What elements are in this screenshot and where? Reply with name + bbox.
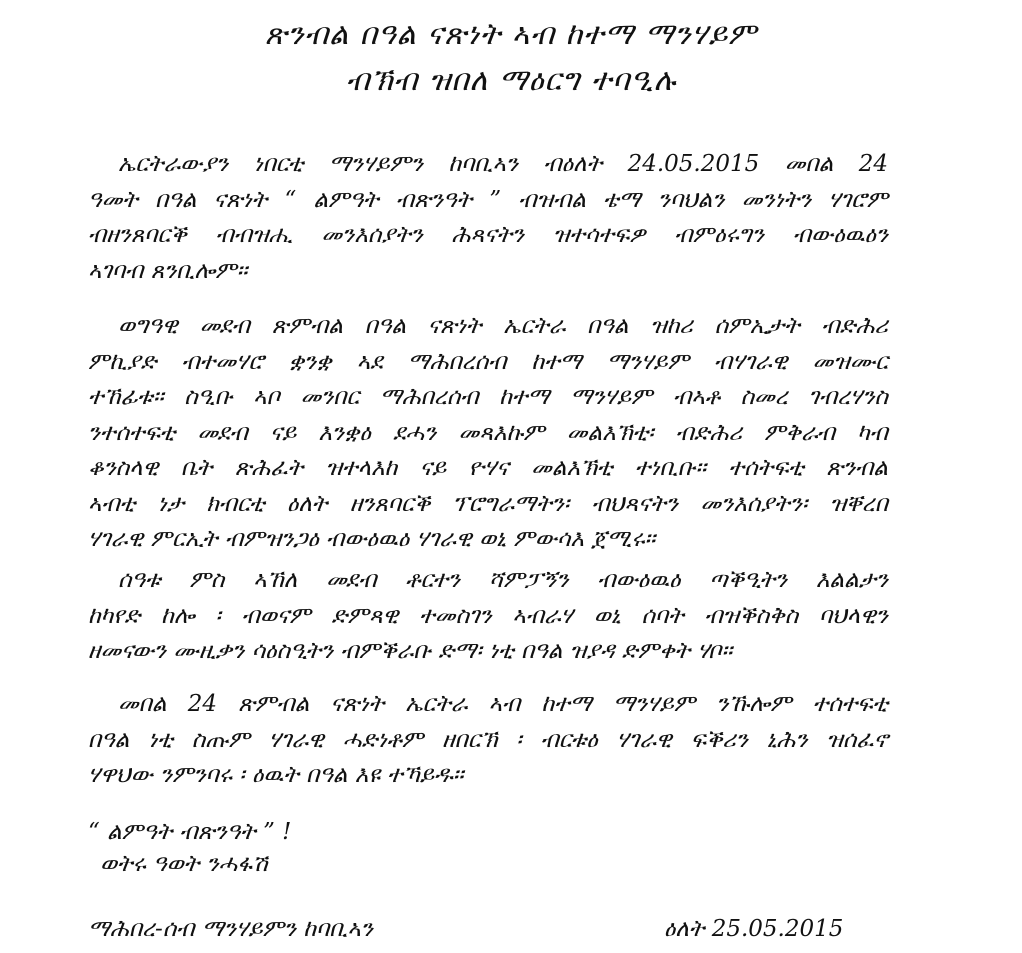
slogan-line-1: “ ልምዓት ብጽንዓት ” !: [88, 819, 292, 845]
paragraph-3: [88, 563, 888, 670]
paragraph-1: [88, 147, 888, 289]
paragraph-1-line-3: ብዘንጸባርቕ ብብዝሒ መንእሰያትን ሕጻናትን ዝተሳተፍዎ ብምዕሩግን ብውዕዉዕን: [88, 222, 888, 248]
title-line-1: ጽንብል በዓል ናጽነት ኣብ ከተማ ማንሃይም: [264, 17, 758, 52]
document-title: [0, 12, 1022, 104]
paragraph-4: [88, 687, 888, 794]
paragraph-2-line-3: ተኸፊቱ። ስዒቡ ኣቦ መንበር ማሕበረሰብ ከተማ ማንሃይም ብኣቶ ስመረ ገብረሃንስ: [88, 384, 888, 410]
paragraph-2: [88, 309, 888, 558]
slogan-line-2: ወትሩ ዓወት ንሓፋሽ: [100, 851, 268, 877]
paragraph-3-line-3: ዘመናውን ሙዚቃን ሳዕስዒትን ብምቕራቡ ድማ፡ ነቲ በዓል ዝያዳ ድምቀት ሃቦ።: [88, 638, 733, 664]
paragraph-1-line-2: ዓመት በዓል ናጽነት “ ልምዓት ብጽንዓት ” ብዝብል ቴማ ንባህልን መንነትን ሃገሮም: [88, 186, 888, 213]
signature-date: ዕለት 25.05.2015: [664, 916, 844, 942]
paragraph-4-line-2: በዓል ነቲ ስጡም ሃገራዊ ሓድነቶም ዘበርኽ ፡ ብርቱዕ ሃገራዊ ፍቕሪን ኒሕን ዝሰፈኖ: [88, 726, 888, 753]
title-line-2: ብኽብ ዝበለ ማዕርግ ተባዒሉ: [345, 63, 677, 98]
paragraph-4-line-1: መበል 24 ጽምብል ናጽነት ኤርትራ ኣብ ከተማ ማንሃይም ንኹሎም ተሰተፍቲ: [118, 691, 888, 717]
paragraph-2-line-5: ቆንስላዊ ቤት ጽሕፈት ዝተላእከ ናይ ዮሃና መልእኽቲ ተነቢቡ። ተሰትፍቲ ጽንብል: [88, 455, 888, 481]
paragraph-1-line-1: ኤርትራውያን ነበርቲ ማንሃይምን ከባቢኣን ብዕለት 24.05.2015 መበል 24: [118, 151, 888, 177]
closing-slogan: [88, 816, 291, 880]
paragraph-4-line-3: ሃዋህው ንምንባሩ ፡ ዕዉት በዓል እዩ ተኻይዱ።: [88, 762, 464, 788]
paragraph-3-line-1: ሰዓቱ ምስ ኣኸለ መደብ ቶርተን ሻምፓኝን ብውዕዉዕ ጣቕዒትን እልልታን: [118, 567, 888, 593]
paragraph-3-line-2: ከካየድ ከሎ ፡ ብወናም ድምጻዊ ተመስገን ኣብራሃ ወኒ ሰባት ብዝቕስቅስ ባህላዊን: [88, 602, 888, 629]
paragraph-2-line-1: ወግዓዊ መደብ ጽምብል በዓል ናጽነት ኤርትራ በዓል ዝከሪ ሰምኢታት ብድሕሪ: [118, 313, 888, 339]
paragraph-2-line-2: ምኪያድ ብተመሃሮ ቋንቋ ኣደ ማሕበረሰብ ከተማ ማንሃይም ብሃገራዊ መዝሙር: [88, 348, 888, 375]
paragraph-2-line-6: ኣብቲ ነታ ክብርቲ ዕለት ዘንጸባርቕ ፕሮግራማትን፡ ብህጻናትን መንእሰያትን፡ ዝቐረበ: [88, 490, 888, 517]
paragraph-2-line-7: ሃገራዊ ምርኢት ብምዝንጋዕ ብውዕዉዕ ሃገራዊ ወኒ ምውሳእ ጀሚሩ።: [88, 526, 656, 552]
signature-organization: ማሕበረ-ሰብ ማንሃይምን ከባቢኣን: [88, 916, 373, 942]
paragraph-2-line-4: ንተሰተፍቲ መደብ ናይ እንቋዕ ደሓን መጻእኩም መልእኽቲ፡ ብድሕሪ ምቅራብ ካብ: [88, 419, 888, 446]
paragraph-1-line-4: ኣገባብ ጸንቢሎም።: [88, 257, 248, 284]
